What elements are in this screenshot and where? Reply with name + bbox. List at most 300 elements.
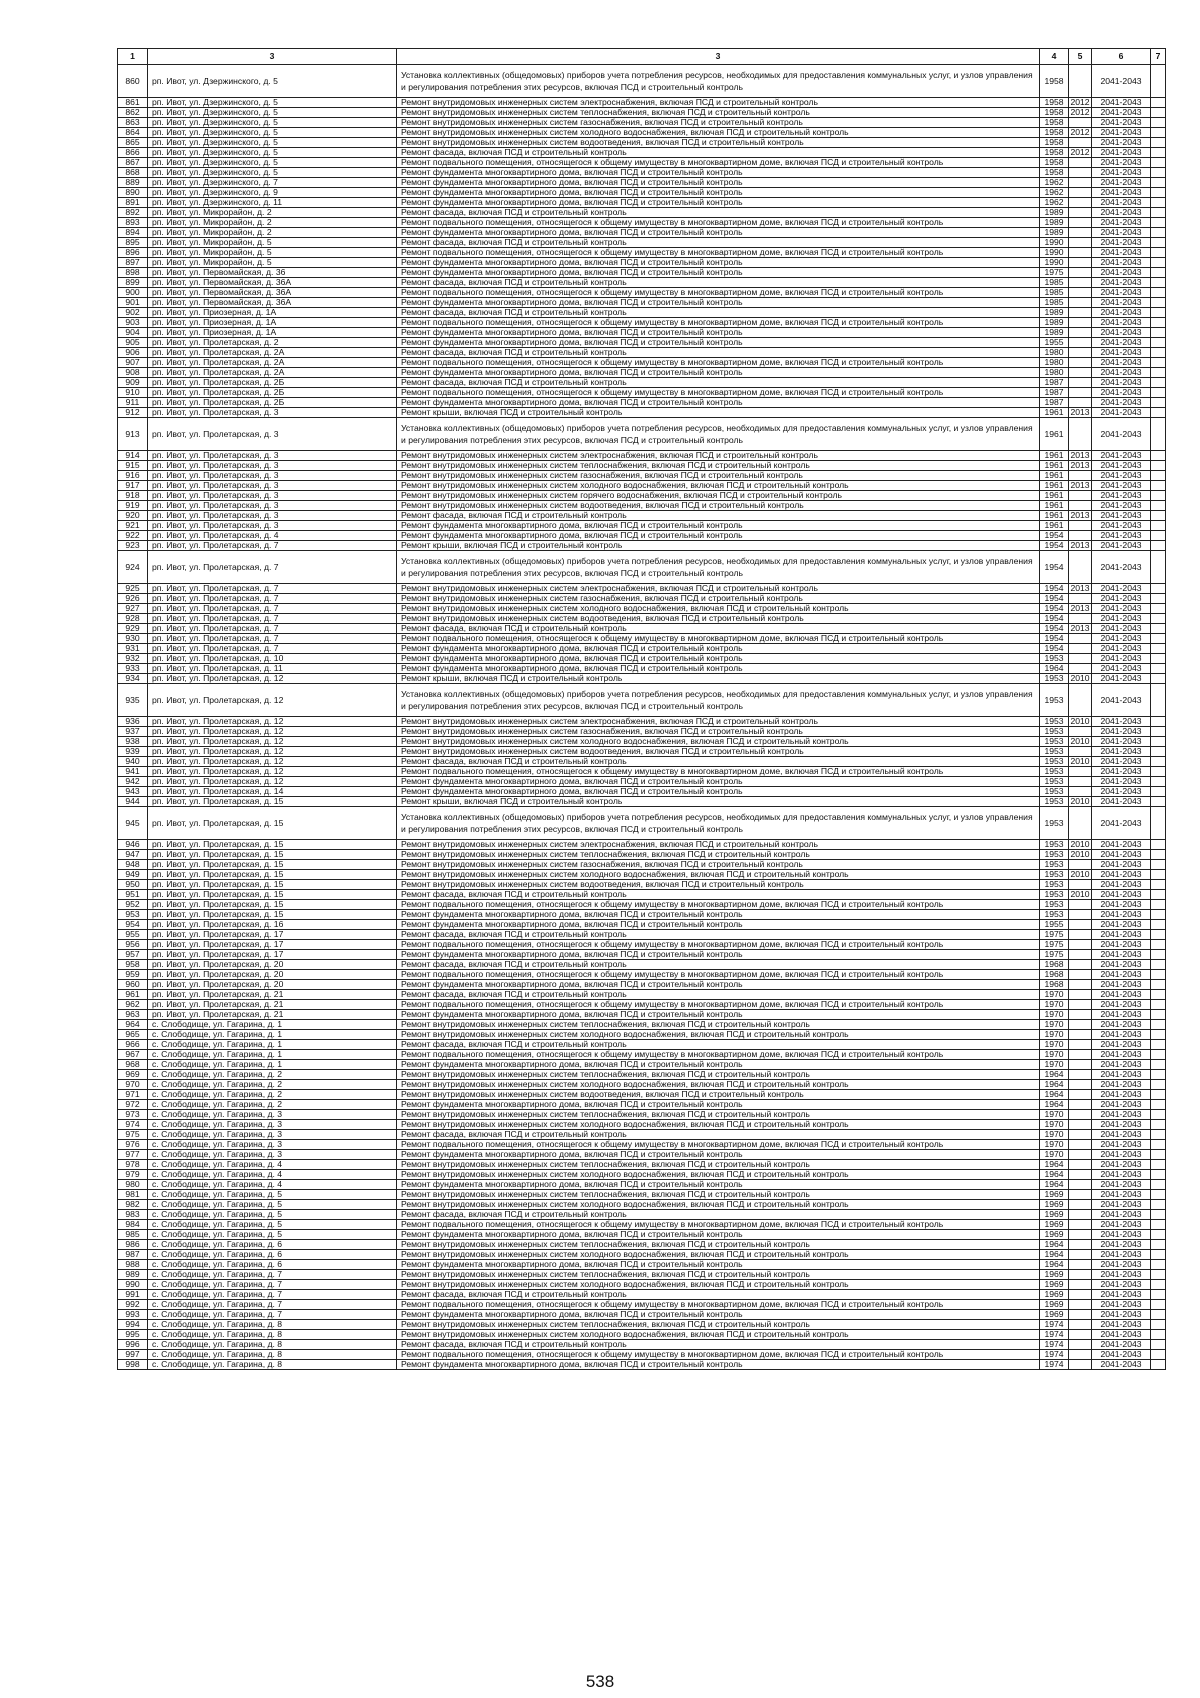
- build-year-cell: 1954: [1040, 531, 1069, 541]
- last-repair-year-cell: [1069, 1290, 1092, 1300]
- extra-cell: [1151, 1090, 1166, 1100]
- extra-cell: [1151, 1240, 1166, 1250]
- last-repair-year-cell: [1069, 614, 1092, 624]
- address-cell: рп. Ивот, ул. Пролетарская, д. 21: [148, 1010, 397, 1020]
- last-repair-year-cell: [1069, 1310, 1092, 1320]
- table-row: [118, 1040, 1166, 1050]
- planned-period-cell: 2041-2043: [1092, 471, 1151, 481]
- extra-cell: [1151, 521, 1166, 531]
- last-repair-year-cell: 2013: [1070, 583, 1090, 594]
- build-year-cell: 1968: [1040, 970, 1069, 980]
- planned-period-cell: 2041-2043: [1092, 930, 1151, 940]
- last-repair-year-cell: [1069, 1130, 1092, 1140]
- last-repair-year-cell: [1069, 268, 1092, 278]
- address-cell: рп. Ивот, ул. Пролетарская, д. 2Б: [148, 388, 397, 398]
- address-cell: с. Слободище, ул. Гагарина, д. 3: [148, 1110, 397, 1120]
- work-type-cell: Ремонт внутридомовых инженерных систем водоотведения, включая ПСД и строительный контроль: [397, 501, 1040, 511]
- planned-period-cell: 2041-2043: [1092, 178, 1151, 188]
- extra-cell: [1151, 551, 1166, 584]
- table-row: [118, 318, 1166, 328]
- extra-cell: [1151, 158, 1166, 168]
- extra-cell: [1151, 418, 1166, 451]
- row-number-cell: 913: [118, 418, 148, 451]
- row-number-cell: 940: [118, 757, 148, 767]
- work-type-cell: Ремонт фасада, включая ПСД и строительный контроль: [397, 624, 1040, 634]
- work-type-cell: Ремонт внутридомовых инженерных систем газоснабжения, включая ПСД и строительный контроль: [397, 727, 1040, 737]
- address-cell: рп. Ивот, ул. Пролетарская, д. 7: [148, 634, 397, 644]
- planned-period-cell: 2041-2043: [1092, 531, 1151, 541]
- planned-period-cell: 2041-2043: [1092, 98, 1151, 108]
- last-repair-year-cell: 2010: [1070, 796, 1090, 807]
- row-number-cell: 919: [118, 501, 148, 511]
- planned-period-cell: 2041-2043: [1092, 1220, 1151, 1230]
- extra-cell: [1151, 920, 1166, 930]
- last-repair-year-cell: [1069, 368, 1092, 378]
- table-row: [118, 1030, 1166, 1040]
- last-repair-year-cell: [1069, 910, 1092, 920]
- extra-cell: [1151, 1010, 1166, 1020]
- work-type-cell: Ремонт внутридомовых инженерных систем холодного водоснабжения, включая ПСД и строительный контроль: [397, 1280, 1040, 1290]
- extra-cell: [1151, 960, 1166, 970]
- build-year-cell: 1953: [1040, 840, 1069, 850]
- planned-period-cell: 2041-2043: [1092, 1320, 1151, 1330]
- extra-cell: [1151, 1140, 1166, 1150]
- address-cell: с. Слободище, ул. Гагарина, д. 2: [148, 1100, 397, 1110]
- row-number-cell: 964: [118, 1020, 148, 1030]
- work-type-cell: Ремонт фасада, включая ПСД и строительный контроль: [397, 990, 1040, 1000]
- address-cell: рп. Ивот, ул. Пролетарская, д. 21: [148, 1000, 397, 1010]
- planned-period-cell: 2041-2043: [1092, 584, 1151, 594]
- work-type-cell: Ремонт фасада, включая ПСД и строительный контроль: [397, 1040, 1040, 1050]
- build-year-cell: 1987: [1040, 378, 1069, 388]
- table-row: [118, 168, 1166, 178]
- build-year-cell: 1968: [1040, 980, 1069, 990]
- work-type-cell: Ремонт внутридомовых инженерных систем теплоснабжения, включая ПСД и строительный контроль: [397, 850, 1040, 860]
- build-year-cell: 1953: [1040, 777, 1069, 787]
- row-number-cell: 993: [118, 1310, 148, 1320]
- last-repair-year-cell: 2013: [1070, 603, 1090, 614]
- address-cell: рп. Ивот, ул. Пролетарская, д. 2: [148, 338, 397, 348]
- work-type-cell: Установка коллективных (общедомовых) приборов учета потребления ресурсов, необходимых для предоставления коммунальных услуг, и узлов управления и регулирования потребления этих ресурсов, включая ПСД и строительный контроль: [397, 65, 1040, 98]
- planned-period-cell: 2041-2043: [1092, 604, 1151, 614]
- extra-cell: [1151, 471, 1166, 481]
- build-year-cell: 1969: [1040, 1310, 1069, 1320]
- extra-cell: [1151, 674, 1166, 684]
- address-cell: рп. Ивот, ул. Дзержинского, д. 5: [148, 65, 397, 98]
- row-number-cell: 866: [118, 148, 148, 158]
- last-repair-year-cell: [1069, 654, 1092, 664]
- table-row: [118, 471, 1166, 481]
- extra-cell: [1151, 1120, 1166, 1130]
- build-year-cell: 1969: [1040, 1220, 1069, 1230]
- work-type-cell: Ремонт фасада, включая ПСД и строительный контроль: [397, 378, 1040, 388]
- planned-period-cell: 2041-2043: [1092, 797, 1151, 807]
- work-type-cell: Ремонт фундамента многоквартирного дома, включая ПСД и строительный контроль: [397, 920, 1040, 930]
- work-type-cell: Ремонт фундамента многоквартирного дома, включая ПСД и строительный контроль: [397, 787, 1040, 797]
- address-cell: рп. Ивот, ул. Пролетарская, д. 12: [148, 747, 397, 757]
- work-type-cell: Ремонт крыши, включая ПСД и строительный контроль: [397, 408, 1040, 418]
- work-type-cell: Ремонт внутридомовых инженерных систем холодного водоснабжения, включая ПСД и строительный контроль: [397, 1200, 1040, 1210]
- extra-cell: [1151, 860, 1166, 870]
- address-cell: рп. Ивот, ул. Пролетарская, д. 3: [148, 451, 397, 461]
- work-type-cell: Ремонт фасада, включая ПСД и строительный контроль: [397, 960, 1040, 970]
- row-number-cell: 974: [118, 1120, 148, 1130]
- work-type-cell: Ремонт фасада, включая ПСД и строительный контроль: [397, 208, 1040, 218]
- extra-cell: [1151, 1320, 1166, 1330]
- address-cell: рп. Ивот, ул. Дзержинского, д. 5: [148, 148, 397, 158]
- address-cell: рп. Ивот, ул. Пролетарская, д. 20: [148, 980, 397, 990]
- work-type-cell: Ремонт внутридомовых инженерных систем холодного водоснабжения, включая ПСД и строительный контроль: [397, 1250, 1040, 1260]
- address-cell: рп. Ивот, ул. Приозерная, д. 1А: [148, 318, 397, 328]
- last-repair-year-cell: 2013: [1070, 460, 1090, 471]
- planned-period-cell: 2041-2043: [1092, 168, 1151, 178]
- row-number-cell: 994: [118, 1320, 148, 1330]
- last-repair-year-cell: [1069, 1220, 1092, 1230]
- extra-cell: [1151, 970, 1166, 980]
- last-repair-year-cell: 2010: [1070, 869, 1090, 880]
- table-row: [118, 501, 1166, 511]
- row-number-cell: 929: [118, 624, 148, 634]
- extra-cell: [1151, 940, 1166, 950]
- extra-cell: [1151, 348, 1166, 358]
- extra-cell: [1151, 98, 1166, 108]
- table-row: [118, 408, 1166, 418]
- build-year-cell: 1964: [1040, 1260, 1069, 1270]
- build-year-cell: 1962: [1040, 198, 1069, 208]
- row-number-cell: 898: [118, 268, 148, 278]
- planned-period-cell: 2041-2043: [1092, 850, 1151, 860]
- build-year-cell: 1958: [1040, 65, 1069, 98]
- planned-period-cell: 2041-2043: [1092, 1340, 1151, 1350]
- work-type-cell: Ремонт фундамента многоквартирного дома, включая ПСД и строительный контроль: [397, 188, 1040, 198]
- table-row: [118, 1080, 1166, 1090]
- build-year-cell: 1970: [1040, 1060, 1069, 1070]
- last-repair-year-cell: 2010: [1070, 716, 1090, 727]
- build-year-cell: 1989: [1040, 228, 1069, 238]
- planned-period-cell: 2041-2043: [1092, 980, 1151, 990]
- extra-cell: [1151, 218, 1166, 228]
- work-type-cell: Ремонт фасада, включая ПСД и строительный контроль: [397, 348, 1040, 358]
- row-number-cell: 983: [118, 1210, 148, 1220]
- last-repair-year-cell: [1069, 1260, 1092, 1270]
- address-cell: рп. Ивот, ул. Пролетарская, д. 15: [148, 807, 397, 840]
- table-row: [118, 451, 1166, 461]
- address-cell: рп. Ивот, ул. Пролетарская, д. 12: [148, 767, 397, 777]
- address-cell: рп. Ивот, ул. Пролетарская, д. 3: [148, 408, 397, 418]
- address-cell: с. Слободище, ул. Гагарина, д. 5: [148, 1210, 397, 1220]
- table-row: [118, 604, 1166, 614]
- table-row: [118, 1070, 1166, 1080]
- address-cell: рп. Ивот, ул. Пролетарская, д. 7: [148, 551, 397, 584]
- address-cell: рп. Ивот, ул. Пролетарская, д. 10: [148, 654, 397, 664]
- build-year-cell: 1953: [1040, 880, 1069, 890]
- build-year-cell: 1954: [1040, 624, 1069, 634]
- build-year-cell: 1970: [1040, 1040, 1069, 1050]
- last-repair-year-cell: [1069, 1200, 1092, 1210]
- table-row: [118, 258, 1166, 268]
- last-repair-year-cell: [1069, 308, 1092, 318]
- planned-period-cell: 2041-2043: [1092, 747, 1151, 757]
- work-type-cell: Ремонт фундамента многоквартирного дома, включая ПСД и строительный контроль: [397, 268, 1040, 278]
- table-row: [118, 870, 1166, 880]
- last-repair-year-cell: [1069, 727, 1092, 737]
- planned-period-cell: 2041-2043: [1092, 727, 1151, 737]
- table-row: [118, 797, 1166, 807]
- last-repair-year-cell: [1069, 1100, 1092, 1110]
- table-row: [118, 1240, 1166, 1250]
- planned-period-cell: 2041-2043: [1092, 1060, 1151, 1070]
- work-type-cell: Установка коллективных (общедомовых) приборов учета потребления ресурсов, необходимых для предоставления коммунальных услуг, и узлов управления и регулирования потребления этих ресурсов, включая ПСД и строительный контроль: [397, 807, 1040, 840]
- table-row: [118, 970, 1166, 980]
- header-cell-last-repair: 5: [1069, 49, 1092, 65]
- build-year-cell: 1970: [1040, 1130, 1069, 1140]
- address-cell: рп. Ивот, ул. Пролетарская, д. 3: [148, 481, 397, 491]
- address-cell: рп. Ивот, ул. Приозерная, д. 1А: [148, 328, 397, 338]
- build-year-cell: 1954: [1040, 634, 1069, 644]
- build-year-cell: 1974: [1040, 1330, 1069, 1340]
- address-cell: рп. Ивот, ул. Первомайская, д. 36: [148, 268, 397, 278]
- extra-cell: [1151, 491, 1166, 501]
- row-number-cell: 948: [118, 860, 148, 870]
- extra-cell: [1151, 148, 1166, 158]
- planned-period-cell: 2041-2043: [1092, 451, 1151, 461]
- build-year-cell: 1969: [1040, 1210, 1069, 1220]
- table-row: [118, 288, 1166, 298]
- address-cell: рп. Ивот, ул. Пролетарская, д. 15: [148, 890, 397, 900]
- address-cell: рп. Ивот, ул. Пролетарская, д. 20: [148, 970, 397, 980]
- planned-period-cell: 2041-2043: [1092, 910, 1151, 920]
- work-type-cell: Ремонт внутридомовых инженерных систем водоотведения, включая ПСД и строительный контроль: [397, 747, 1040, 757]
- work-type-cell: Ремонт подвального помещения, относящегося к общему имуществу в многоквартирном доме, включая ПСД и строительный контроль: [397, 288, 1040, 298]
- work-type-cell: Ремонт подвального помещения, относящегося к общему имуществу в многоквартирном доме, включая ПСД и строительный контроль: [397, 318, 1040, 328]
- last-repair-year-cell: [1069, 238, 1092, 248]
- work-type-cell: Ремонт внутридомовых инженерных систем газоснабжения, включая ПСД и строительный контроль: [397, 594, 1040, 604]
- work-type-cell: Ремонт фундамента многоквартирного дома, включая ПСД и строительный контроль: [397, 338, 1040, 348]
- table-row: [118, 368, 1166, 378]
- build-year-cell: 1970: [1040, 1010, 1069, 1020]
- address-cell: рп. Ивот, ул. Микрорайон, д. 2: [148, 208, 397, 218]
- build-year-cell: 1953: [1040, 674, 1069, 684]
- row-number-cell: 903: [118, 318, 148, 328]
- address-cell: с. Слободище, ул. Гагарина, д. 5: [148, 1200, 397, 1210]
- row-number-cell: 943: [118, 787, 148, 797]
- build-year-cell: 1970: [1040, 1050, 1069, 1060]
- address-cell: с. Слободище, ул. Гагарина, д. 7: [148, 1300, 397, 1310]
- address-cell: рп. Ивот, ул. Первомайская, д. 36А: [148, 288, 397, 298]
- work-type-cell: Ремонт фундамента многоквартирного дома, включая ПСД и строительный контроль: [397, 1060, 1040, 1070]
- table-row: [118, 1120, 1166, 1130]
- extra-cell: [1151, 1260, 1166, 1270]
- row-number-cell: 942: [118, 777, 148, 787]
- build-year-cell: 1989: [1040, 218, 1069, 228]
- work-type-cell: Ремонт фасада, включая ПСД и строительный контроль: [397, 757, 1040, 767]
- planned-period-cell: 2041-2043: [1092, 594, 1151, 604]
- last-repair-year-cell: [1069, 1140, 1092, 1150]
- planned-period-cell: 2041-2043: [1092, 491, 1151, 501]
- extra-cell: [1151, 1220, 1166, 1230]
- extra-cell: [1151, 1230, 1166, 1240]
- build-year-cell: 1962: [1040, 178, 1069, 188]
- extra-cell: [1151, 767, 1166, 777]
- row-number-cell: 985: [118, 1230, 148, 1240]
- extra-cell: [1151, 318, 1166, 328]
- table-row: [118, 98, 1166, 108]
- work-type-cell: Ремонт внутридомовых инженерных систем электроснабжения, включая ПСД и строительный контроль: [397, 451, 1040, 461]
- work-type-cell: Ремонт внутридомовых инженерных систем теплоснабжения, включая ПСД и строительный контроль: [397, 1020, 1040, 1030]
- last-repair-year-cell: [1069, 860, 1092, 870]
- row-number-cell: 868: [118, 168, 148, 178]
- work-type-cell: Ремонт фасада, включая ПСД и строительный контроль: [397, 278, 1040, 288]
- row-number-cell: 894: [118, 228, 148, 238]
- build-year-cell: 1964: [1040, 1090, 1069, 1100]
- row-number-cell: 975: [118, 1130, 148, 1140]
- build-year-cell: 1954: [1040, 584, 1069, 594]
- address-cell: рп. Ивот, ул. Пролетарская, д. 15: [148, 910, 397, 920]
- planned-period-cell: 2041-2043: [1092, 541, 1151, 551]
- row-number-cell: 953: [118, 910, 148, 920]
- row-number-cell: 864: [118, 128, 148, 138]
- extra-cell: [1151, 654, 1166, 664]
- planned-period-cell: 2041-2043: [1092, 1020, 1151, 1030]
- address-cell: с. Слободище, ул. Гагарина, д. 8: [148, 1340, 397, 1350]
- table-row: [118, 1350, 1166, 1360]
- address-cell: рп. Ивот, ул. Микрорайон, д. 2: [148, 228, 397, 238]
- row-number-cell: 925: [118, 584, 148, 594]
- row-number-cell: 922: [118, 531, 148, 541]
- last-repair-year-cell: [1069, 398, 1092, 408]
- table-row: [118, 850, 1166, 860]
- build-year-cell: 1975: [1040, 940, 1069, 950]
- planned-period-cell: 2041-2043: [1092, 624, 1151, 634]
- last-repair-year-cell: [1069, 767, 1092, 777]
- table-row: [118, 717, 1166, 727]
- planned-period-cell: 2041-2043: [1092, 840, 1151, 850]
- row-number-cell: 984: [118, 1220, 148, 1230]
- last-repair-year-cell: [1069, 930, 1092, 940]
- work-type-cell: Ремонт внутридомовых инженерных систем теплоснабжения, включая ПСД и строительный контроль: [397, 1270, 1040, 1280]
- last-repair-year-cell: [1069, 747, 1092, 757]
- row-number-cell: 945: [118, 807, 148, 840]
- row-number-cell: 915: [118, 461, 148, 471]
- build-year-cell: 1964: [1040, 1080, 1069, 1090]
- work-type-cell: Ремонт фундамента многоквартирного дома, включая ПСД и строительный контроль: [397, 168, 1040, 178]
- row-number-cell: 921: [118, 521, 148, 531]
- work-type-cell: Ремонт подвального помещения, относящегося к общему имуществу в многоквартирном доме, включая ПСД и строительный контроль: [397, 1350, 1040, 1360]
- build-year-cell: 1958: [1040, 138, 1069, 148]
- address-cell: с. Слободище, ул. Гагарина, д. 7: [148, 1310, 397, 1320]
- last-repair-year-cell: [1069, 1000, 1092, 1010]
- row-number-cell: 932: [118, 654, 148, 664]
- last-repair-year-cell: [1069, 1160, 1092, 1170]
- last-repair-year-cell: [1069, 198, 1092, 208]
- last-repair-year-cell: 2012: [1070, 107, 1090, 118]
- last-repair-year-cell: [1069, 551, 1092, 584]
- address-cell: рп. Ивот, ул. Пролетарская, д. 7: [148, 594, 397, 604]
- last-repair-year-cell: [1069, 990, 1092, 1000]
- table-row: [118, 684, 1166, 717]
- address-cell: рп. Ивот, ул. Микрорайон, д. 2: [148, 218, 397, 228]
- table-row: [118, 1210, 1166, 1220]
- address-cell: рп. Ивот, ул. Пролетарская, д. 4: [148, 531, 397, 541]
- build-year-cell: 1958: [1040, 168, 1069, 178]
- table-row: [118, 910, 1166, 920]
- last-repair-year-cell: [1069, 338, 1092, 348]
- planned-period-cell: 2041-2043: [1092, 960, 1151, 970]
- work-type-cell: Ремонт фундамента многоквартирного дома, включая ПСД и строительный контроль: [397, 328, 1040, 338]
- build-year-cell: 1953: [1040, 910, 1069, 920]
- row-number-cell: 920: [118, 511, 148, 521]
- last-repair-year-cell: [1069, 358, 1092, 368]
- table-row: [118, 664, 1166, 674]
- table-row: [118, 807, 1166, 840]
- address-cell: рп. Ивот, ул. Пролетарская, д. 7: [148, 644, 397, 654]
- table-row: [118, 644, 1166, 654]
- table-row: [118, 1150, 1166, 1160]
- extra-cell: [1151, 1200, 1166, 1210]
- planned-period-cell: 2041-2043: [1092, 880, 1151, 890]
- last-repair-year-cell: [1069, 118, 1092, 128]
- last-repair-year-cell: 2013: [1070, 407, 1090, 418]
- build-year-cell: 1964: [1040, 1170, 1069, 1180]
- planned-period-cell: 2041-2043: [1092, 1350, 1151, 1360]
- row-number-cell: 928: [118, 614, 148, 624]
- planned-period-cell: 2041-2043: [1092, 398, 1151, 408]
- row-number-cell: 970: [118, 1080, 148, 1090]
- table-row: [118, 198, 1166, 208]
- table-row: [118, 138, 1166, 148]
- work-type-cell: Ремонт фундамента многоквартирного дома, включая ПСД и строительный контроль: [397, 398, 1040, 408]
- address-cell: рп. Ивот, ул. Пролетарская, д. 15: [148, 840, 397, 850]
- table-row: [118, 178, 1166, 188]
- planned-period-cell: 2041-2043: [1092, 1280, 1151, 1290]
- extra-cell: [1151, 717, 1166, 727]
- work-type-cell: Ремонт фундамента многоквартирного дома, включая ПСД и строительный контроль: [397, 654, 1040, 664]
- row-number-cell: 995: [118, 1330, 148, 1340]
- extra-cell: [1151, 338, 1166, 348]
- build-year-cell: 1969: [1040, 1290, 1069, 1300]
- work-type-cell: Ремонт подвального помещения, относящегося к общему имуществу в многоквартирном доме, включая ПСД и строительный контроль: [397, 634, 1040, 644]
- last-repair-year-cell: [1069, 1020, 1092, 1030]
- row-number-cell: 968: [118, 1060, 148, 1070]
- row-number-cell: 931: [118, 644, 148, 654]
- table-row: [118, 1170, 1166, 1180]
- work-type-cell: Ремонт внутридомовых инженерных систем холодного водоснабжения, включая ПСД и строительный контроль: [397, 1170, 1040, 1180]
- extra-cell: [1151, 108, 1166, 118]
- planned-period-cell: 2041-2043: [1092, 757, 1151, 767]
- row-number-cell: 986: [118, 1240, 148, 1250]
- table-row: [118, 188, 1166, 198]
- build-year-cell: 1964: [1040, 1250, 1069, 1260]
- table-row: [118, 1270, 1166, 1280]
- table-row: [118, 727, 1166, 737]
- table-row: [118, 890, 1166, 900]
- address-cell: рп. Ивот, ул. Дзержинского, д. 5: [148, 108, 397, 118]
- extra-cell: [1151, 777, 1166, 787]
- build-year-cell: 1969: [1040, 1200, 1069, 1210]
- extra-cell: [1151, 328, 1166, 338]
- table-row: [118, 461, 1166, 471]
- row-number-cell: 890: [118, 188, 148, 198]
- last-repair-year-cell: [1069, 1070, 1092, 1080]
- build-year-cell: 1974: [1040, 1320, 1069, 1330]
- row-number-cell: 987: [118, 1250, 148, 1260]
- last-repair-year-cell: [1069, 787, 1092, 797]
- planned-period-cell: 2041-2043: [1092, 368, 1151, 378]
- extra-cell: [1151, 1110, 1166, 1120]
- build-year-cell: 1964: [1040, 664, 1069, 674]
- planned-period-cell: 2041-2043: [1092, 1230, 1151, 1240]
- build-year-cell: 1953: [1040, 870, 1069, 880]
